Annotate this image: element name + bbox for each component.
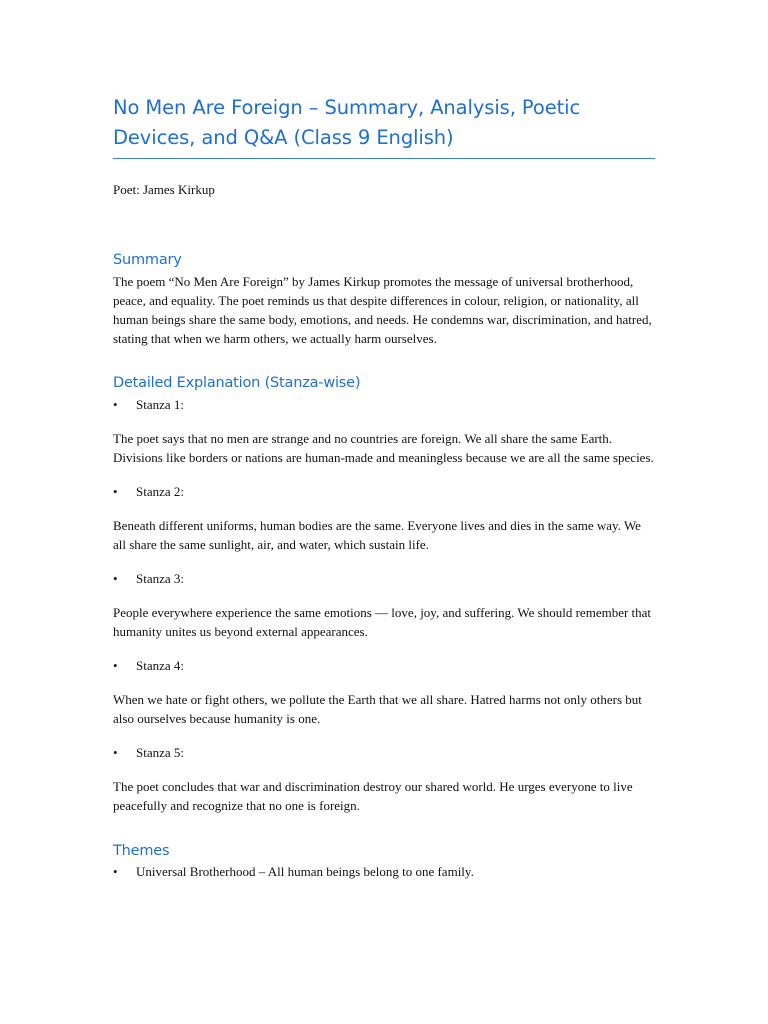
summary-heading: Summary [113, 252, 182, 268]
stanza-paragraph: When we hate or fight others, we pollute the Earth that we all share. Hatred harms not only others but also ourselves because humanity is one. [113, 692, 642, 726]
stanza-label: Stanza 4: [136, 658, 185, 673]
stanza-label-item [113, 482, 655, 501]
detailed-explanation-heading: Detailed Explanation (Stanza-wise) [113, 375, 361, 391]
themes-heading: Themes [113, 843, 170, 859]
stanza-block-2 [113, 482, 655, 554]
stanza-label-item [113, 656, 655, 675]
stanza-paragraph: The poet says that no men are strange and no countries are foreign. We all share the same Earth. Divisions like borders or nations are human-made and meaningless because we are all the same species. [113, 431, 654, 465]
stanza-block-1 [113, 395, 655, 467]
document-page [113, 0, 655, 881]
bullet-icon: • [113, 571, 118, 586]
stanza-label: Stanza 2: [136, 484, 185, 499]
stanza-paragraph: The poet concludes that war and discrimination destroy our shared world. He urges everyone to live peacefully and recognize that no one is foreign. [113, 779, 633, 813]
title-underline-rule [113, 158, 655, 159]
stanza-label-item [113, 743, 655, 762]
bullet-icon: • [113, 745, 118, 760]
stanza-label-item [113, 395, 655, 414]
theme-text: Universal Brotherhood – All human beings belong to one family. [136, 864, 474, 879]
theme-list-item [113, 862, 655, 881]
stanza-paragraph: Beneath different uniforms, human bodies are the same. Everyone lives and dies in the same way. We all share the same sunlight, air, and water, which sustain life. [113, 518, 641, 552]
bullet-icon: • [113, 864, 118, 879]
document-title: No Men Are Foreign – Summary, Analysis, Poetic Devices, and Q&A (Class 9 English) [113, 96, 581, 149]
stanza-label: Stanza 5: [136, 745, 185, 760]
stanza-label: Stanza 1: [136, 397, 185, 412]
poet-line: Poet: James Kirkup [113, 182, 215, 197]
bullet-icon: • [113, 397, 118, 412]
stanza-label: Stanza 3: [136, 571, 185, 586]
stanza-block-5 [113, 743, 655, 815]
stanza-block-3 [113, 569, 655, 641]
stanza-paragraph: People everywhere experience the same emotions — love, joy, and suffering. We should remember that humanity unites us beyond external appearances. [113, 605, 652, 639]
bullet-icon: • [113, 658, 118, 673]
stanza-block-4 [113, 656, 655, 728]
stanza-label-item [113, 569, 655, 588]
summary-paragraph: The poem “No Men Are Foreign” by James Kirkup promotes the message of universal brotherhood, peace, and equality. The poet reminds us that despite differences in colour, religion, or nationality, all human beings share the same body, emotions, and needs. He condemns war, discrimination, and hatred, stating that when we harm others, we actually harm ourselves. [113, 274, 652, 346]
bullet-icon: • [113, 484, 118, 499]
